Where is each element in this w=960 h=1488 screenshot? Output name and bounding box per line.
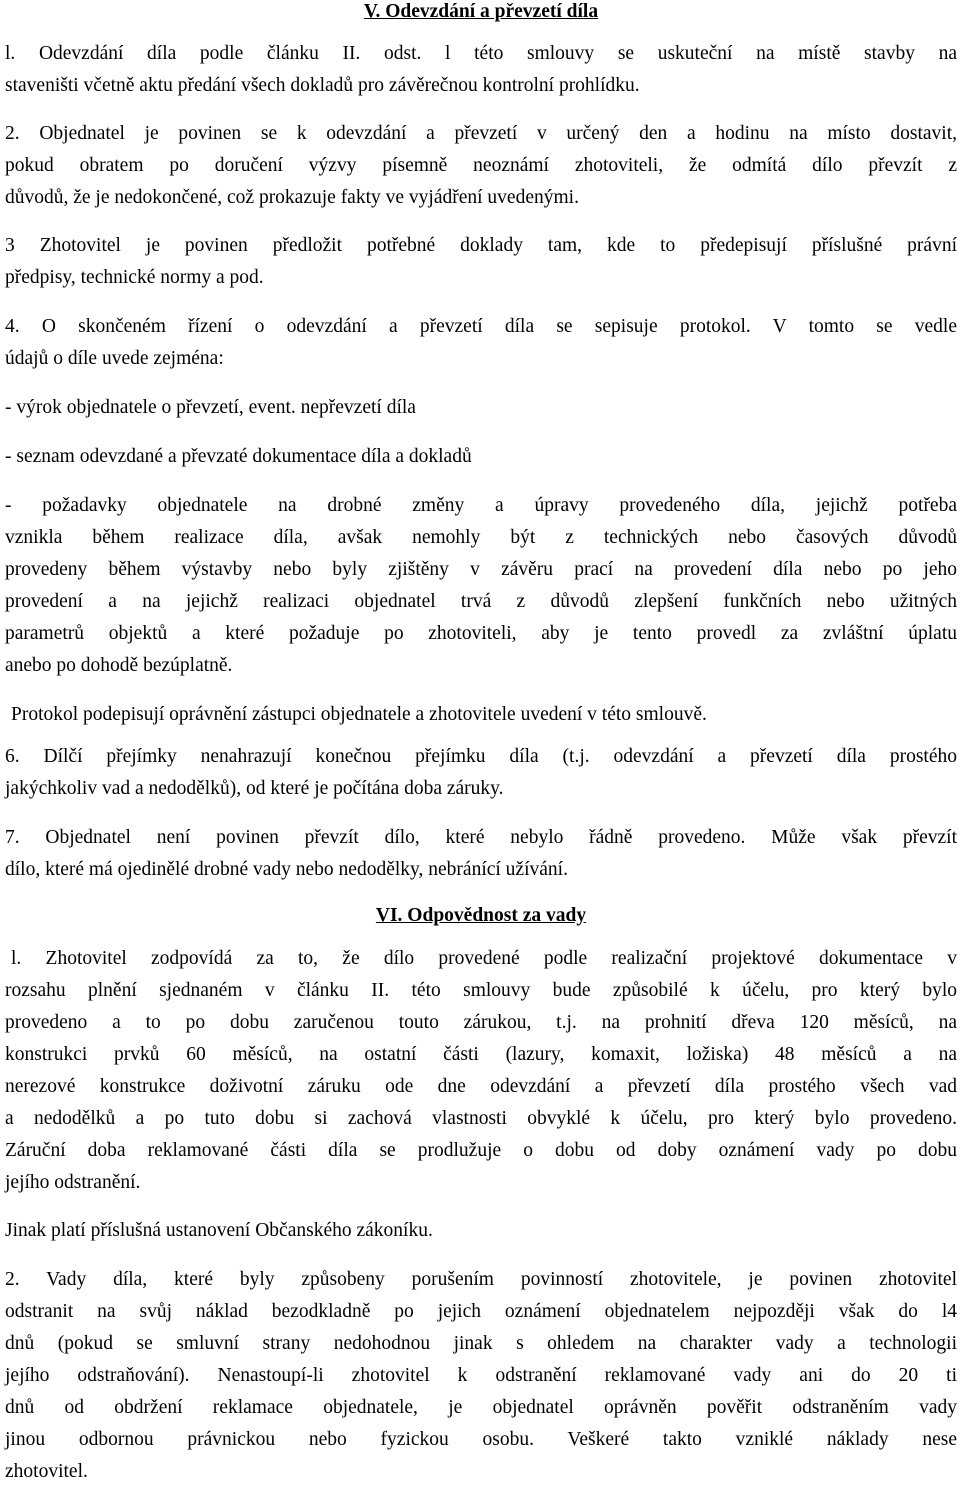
text-line: jakýchkoliv vad a nedodělků), od které je počítána doba záruky. <box>5 778 504 799</box>
text-line: staveništi včetně aktu předání všech dokladů pro závěrečnou kontrolní prohlídku. <box>5 75 640 96</box>
text-line: zhotovitel. <box>5 1461 88 1482</box>
text-line: jinou odbornou právnickou nebo fyzickou osobu. Veškeré takto vzniklé náklady nese <box>5 1429 957 1450</box>
section-5 <box>5 0 957 28</box>
text-line: 2. Objednatel je povinen se k odevzdání a převzetí v určený den a hodinu na místo dostavit, <box>5 123 957 144</box>
text-line: jejího odstraňování). Nenastoupí-li zhotovitel k odstranění reklamované vady ani do 20 ti <box>5 1365 957 1386</box>
text-line: odstranit na svůj náklad bezodkladně po jejich oznámení objednatelem nejpozději však do l4 <box>5 1301 957 1322</box>
paragraph-5-3 <box>5 230 957 294</box>
text-line: rozsahu plnění sjednaném v článku II. této smlouvy bude způsobilé k účelu, pro který bylo <box>5 980 957 1001</box>
text-line: provedení a na jejichž realizaci objednatel trvá z důvodů zlepšení funkčních nebo užitných <box>5 591 957 612</box>
paragraph-5-6 <box>5 741 957 805</box>
text-line: l. Odevzdání díla podle článku II. odst. l této smlouvy se uskuteční na místě stavby na <box>5 43 957 64</box>
text-line: 7. Objednatel není povinen převzít dílo, které nebylo řádně provedeno. Může však převzít <box>5 827 957 848</box>
text-line: pokud obratem po doručení výzvy písemně neoznámí zhotoviteli, že odmítá dílo převzít z <box>5 155 957 176</box>
text-line: - seznam odevzdané a převzaté dokumentace díla a dokladů <box>5 446 472 467</box>
text-line: dnů (pokud se smluvní strany nedohodnou jinak s ohledem na charakter vady a technologii <box>5 1333 957 1354</box>
civil-code-note <box>5 1215 957 1247</box>
section-5-heading: V. Odevzdání a převzetí díla <box>363 1 599 22</box>
text-line: 6. Dílčí přejímky nenahrazují konečnou přejímku díla (t.j. odevzdání a převzetí díla prostého <box>5 746 957 767</box>
text-line: dnů od obdržení reklamace objednatele, je objednatel oprávněn pověřit odstraněním vady <box>5 1397 957 1418</box>
paragraph-5-1 <box>5 38 957 102</box>
text-line: konstrukci prvků 60 měsíců, na ostatní části (lazury, komaxit, ložiska) 48 měsíců a na <box>5 1044 957 1065</box>
list-item-requirements <box>5 490 957 682</box>
text-line: provedeno a to po dobu zaručenou touto zárukou, t.j. na prohnití dřeva 120 měsíců, na <box>5 1012 957 1033</box>
text-line: 3 Zhotovitel je povinen předložit potřebné doklady tam, kde to předepisují příslušné právní <box>5 235 957 256</box>
paragraph-6-1 <box>5 943 957 1199</box>
paragraph-5-7 <box>5 822 957 886</box>
text-line: důvodů, že je nedokončené, což prokazuje fakty ve vyjádření uvedenými. <box>5 187 579 208</box>
text-line: - výrok objednatele o převzetí, event. nepřevzetí díla <box>5 397 416 418</box>
text-line: předpisy, technické normy a pod. <box>5 267 264 288</box>
text-line: provedeny během výstavby nebo byly zjištěny v závěru prací na provedení díla nebo po jeho <box>5 559 957 580</box>
text-line: jejího odstranění. <box>5 1172 141 1193</box>
text-line: anebo po dohodě bezúplatně. <box>5 655 233 676</box>
text-line: dílo, které má ojedinělé drobné vady nebo nedodělky, nebránící užívání. <box>5 859 568 880</box>
list-item-documentation <box>5 441 957 473</box>
text-line: l. Zhotovitel zodpovídá za to, že dílo provedené podle realizační projektové dokumentace v <box>11 948 957 969</box>
section-6-heading: VI. Odpovědnost za vady <box>375 905 587 926</box>
text-line: Protokol podepisují oprávnění zástupci objednatele a zhotovitele uvedení v této smlouvě. <box>11 704 707 725</box>
text-line: vznikla během realizace díla, avšak nemohly být z technických nebo časových důvodů <box>5 527 957 548</box>
protocol-paragraph <box>11 699 957 731</box>
text-line: 4. O skončeném řízení o odevzdání a převzetí díla se sepisuje protokol. V tomto se vedle <box>5 316 957 337</box>
section-6 <box>5 900 957 932</box>
text-line: Záruční doba reklamované části díla se prodlužuje o dobu od doby oznámení vady po dobu <box>5 1140 957 1161</box>
text-line: 2. Vady díla, které byly způsobeny porušením povinností zhotovitele, je povinen zhotovitel <box>5 1269 957 1290</box>
text-line: Jinak platí příslušná ustanovení Občanského zákoníku. <box>5 1220 433 1241</box>
paragraph-6-2 <box>5 1264 957 1488</box>
text-line: údajů o díle uvede zejména: <box>5 348 224 369</box>
paragraph-5-2 <box>5 118 957 214</box>
paragraph-5-4 <box>5 311 957 375</box>
list-item-verdict <box>5 392 957 424</box>
text-line: parametrů objektů a které požaduje po zhotoviteli, aby je tento provedl za zvláštní úplatu <box>5 623 957 644</box>
text-line: nerezové konstrukce doživotní záruku ode dne odevzdání a převzetí díla prostého všech vad <box>5 1076 957 1097</box>
text-line: - požadavky objednatele na drobné změny a úpravy provedeného díla, jejichž potřeba <box>5 495 957 516</box>
text-line: a nedodělků a po tuto dobu si zachová vlastnosti obvyklé k účelu, pro který bylo provedeno. <box>5 1108 957 1129</box>
